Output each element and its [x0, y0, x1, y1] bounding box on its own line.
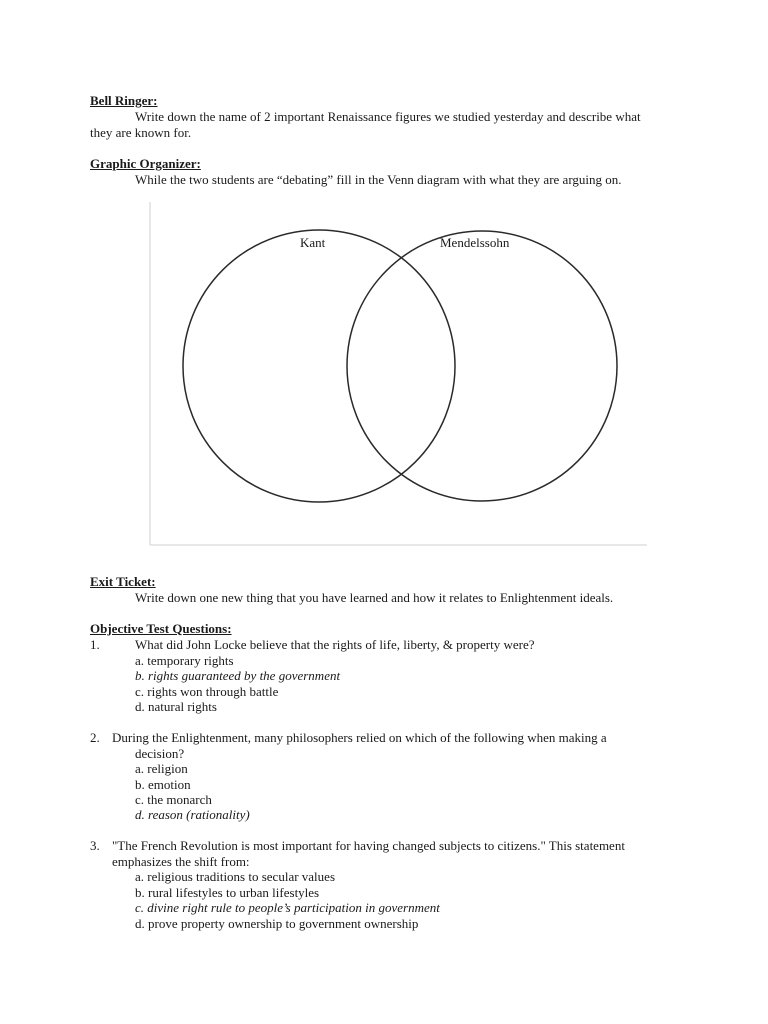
- objective-test-heading: Objective Test Questions:: [90, 621, 232, 636]
- question-2-number: 2.: [90, 730, 100, 745]
- question-2-option-a: a. religion: [135, 761, 188, 776]
- question-3-option-b: b. rural lifestyles to urban lifestyles: [135, 885, 320, 900]
- exit-ticket-heading: Exit Ticket:: [90, 574, 156, 589]
- venn-left-label: Kant: [300, 235, 326, 250]
- question-1-option-c: c. rights won through battle: [135, 684, 279, 699]
- bell-ringer-line-1: Write down the name of 2 important Renaissance figures we studied yesterday and describe what: [135, 109, 641, 124]
- question-2-text-line-1: During the Enlightenment, many philosophers relied on which of the following when making a: [112, 730, 607, 745]
- venn-diagram-graphic: [148, 200, 648, 546]
- question-3-option-d: d. prove property ownership to government ownership: [135, 916, 419, 931]
- venn-right-circle: [347, 231, 617, 501]
- venn-diagram: [148, 200, 648, 546]
- question-2-option-c: c. the monarch: [135, 792, 212, 807]
- question-3-text-line-1: "The French Revolution is most important for having changed subjects to citizens." This statement: [112, 838, 625, 853]
- question-3-number: 3.: [90, 838, 100, 853]
- question-3-option-a: a. religious traditions to secular values: [135, 869, 336, 884]
- question-2-option-b: b. emotion: [135, 777, 191, 792]
- bell-ringer-heading: Bell Ringer:: [90, 93, 158, 108]
- question-1-option-b: b. rights guaranteed by the government: [135, 668, 341, 683]
- exit-ticket-instruction: Write down one new thing that you have learned and how it relates to Enlightenment ideals.: [135, 590, 614, 605]
- question-1-text: What did John Locke believe that the rights of life, liberty, & property were?: [135, 637, 535, 652]
- question-2-option-d: d. reason (rationality): [135, 807, 250, 822]
- question-1-option-a: a. temporary rights: [135, 653, 234, 668]
- venn-right-label: Mendelssohn: [440, 235, 510, 250]
- graphic-organizer-instruction: While the two students are “debating” fill in the Venn diagram with what they are arguing on.: [135, 172, 622, 187]
- question-1-option-d: d. natural rights: [135, 699, 217, 714]
- question-3-option-c: c. divine right rule to people’s participation in government: [135, 900, 440, 915]
- question-2-text-line-2: decision?: [135, 746, 185, 761]
- graphic-organizer-heading: Graphic Organizer:: [90, 156, 201, 171]
- venn-left-circle: [183, 230, 455, 502]
- question-1-number: 1.: [90, 637, 100, 652]
- question-3-text-line-2: emphasizes the shift from:: [112, 854, 250, 869]
- bell-ringer-line-2: they are known for.: [90, 125, 192, 140]
